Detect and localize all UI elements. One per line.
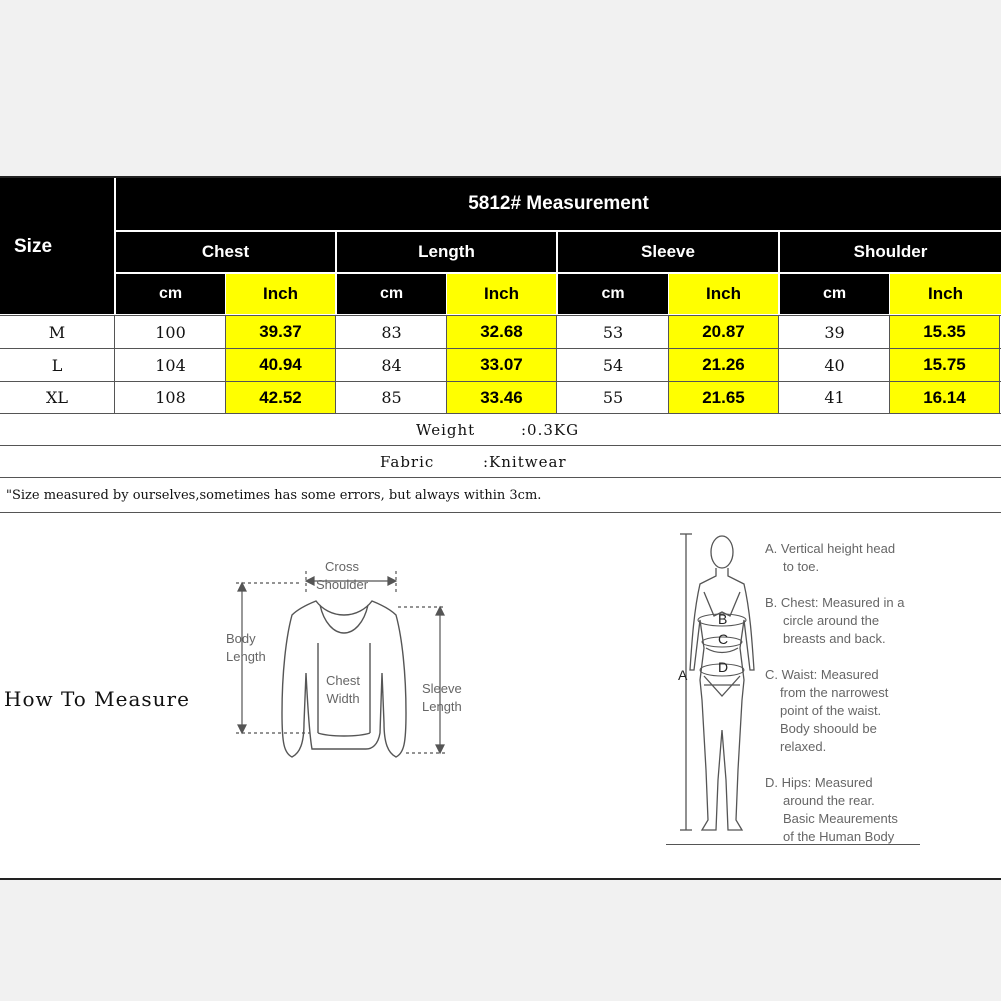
table-row bbox=[0, 316, 1001, 348]
unit-inch bbox=[226, 274, 335, 314]
size-cell: XL bbox=[45, 388, 68, 407]
weight-row bbox=[0, 414, 1001, 445]
value-cell-inch: 33.46 bbox=[447, 382, 556, 413]
note-line: breasts and back. bbox=[783, 631, 886, 646]
value-cell-inch: 32.68 bbox=[447, 316, 556, 348]
col-chest bbox=[116, 232, 335, 272]
grid-line bbox=[225, 315, 226, 413]
col-length-label: Length bbox=[418, 242, 475, 261]
note-line: D. Hips: Measured bbox=[765, 775, 873, 790]
note-row bbox=[0, 478, 1001, 512]
value-cell: 83 bbox=[381, 322, 402, 342]
label-line: Shoulder bbox=[316, 577, 369, 592]
value-cell-inch: 42.52 bbox=[226, 382, 335, 413]
note-line: C. Waist: Measured bbox=[765, 667, 879, 682]
grid-line bbox=[889, 315, 890, 413]
unit-cm bbox=[116, 274, 225, 314]
size-cell: L bbox=[51, 355, 63, 375]
table-row bbox=[0, 349, 1001, 381]
value-cell: 39 bbox=[824, 322, 845, 342]
body-note bbox=[765, 540, 895, 576]
value-cell: 54 bbox=[602, 355, 624, 375]
grid-line bbox=[446, 315, 447, 413]
col-chest-label: Chest bbox=[201, 242, 250, 261]
value-cell-inch: 15.35 bbox=[890, 316, 999, 348]
note-line: around the rear. bbox=[783, 793, 875, 808]
col-shoulder-label: Shoulder bbox=[853, 242, 928, 261]
col-sleeve bbox=[558, 232, 778, 272]
value-cell-inch: 33.07 bbox=[447, 349, 556, 381]
grid-line bbox=[556, 315, 557, 413]
grid-line bbox=[999, 315, 1000, 413]
table-title bbox=[116, 178, 1001, 230]
note-line: Basic Meaurements bbox=[783, 811, 898, 826]
unit-inch-text: Inch bbox=[706, 284, 741, 303]
value-cell: 85 bbox=[381, 388, 402, 407]
human-body-diagram bbox=[660, 530, 760, 852]
fabric-row bbox=[0, 446, 1001, 477]
unit-inch bbox=[890, 274, 1001, 314]
body-note bbox=[765, 774, 898, 846]
table-row bbox=[0, 382, 1001, 413]
note-text: "Size measured by ourselves,sometimes has some errors, but always within 3cm. bbox=[6, 487, 542, 503]
grid-line bbox=[0, 348, 1001, 349]
size-header bbox=[0, 178, 114, 314]
size-cell: M bbox=[48, 322, 66, 342]
unit-cm-text: cm bbox=[158, 285, 183, 302]
size-header-label: Size bbox=[14, 236, 53, 257]
fabric-value: :Knitwear bbox=[483, 452, 567, 471]
body-marker-b: B bbox=[718, 611, 728, 627]
note-line: A. Vertical height head bbox=[765, 541, 896, 556]
value-cell: 55 bbox=[602, 388, 624, 407]
unit-cm-text: cm bbox=[601, 285, 625, 302]
note-line: point of the waist. bbox=[780, 703, 882, 718]
value-cell: 100 bbox=[155, 322, 186, 342]
value-cell: 84 bbox=[381, 355, 402, 375]
unit-cm bbox=[780, 274, 889, 314]
col-shoulder bbox=[780, 232, 1001, 272]
grid-line bbox=[0, 512, 1001, 513]
unit-cm-text: cm bbox=[822, 285, 847, 302]
label-line: Length bbox=[226, 649, 266, 664]
unit-inch bbox=[669, 274, 778, 314]
value-cell: 41 bbox=[824, 388, 845, 407]
garment-label-chest-width bbox=[326, 672, 360, 708]
weight-label: Weight bbox=[416, 420, 476, 439]
note-line: to toe. bbox=[783, 559, 820, 574]
value-cell-inch: 21.65 bbox=[669, 382, 778, 413]
label-line: Sleeve bbox=[422, 681, 462, 696]
label-line: Width bbox=[326, 691, 360, 706]
size-chart bbox=[0, 176, 1001, 880]
grid-line bbox=[778, 315, 779, 413]
unit-inch bbox=[447, 274, 556, 314]
value-cell-inch: 20.87 bbox=[669, 316, 778, 348]
body-note bbox=[765, 594, 904, 648]
body-marker-a: A bbox=[678, 667, 688, 683]
body-marker-d: D bbox=[718, 659, 729, 675]
col-sleeve-label: Sleeve bbox=[641, 242, 695, 261]
body-diagram-baseline bbox=[666, 844, 920, 845]
how-to-measure-title: How To Measure bbox=[4, 687, 190, 711]
grid-line bbox=[0, 381, 1001, 382]
unit-cm bbox=[337, 274, 446, 314]
note-line: circle around the bbox=[783, 613, 880, 628]
body-note bbox=[765, 666, 888, 756]
value-cell: 53 bbox=[602, 322, 624, 342]
note-line: of the Human Body bbox=[783, 829, 895, 844]
note-line: Body shoould be bbox=[780, 721, 877, 736]
value-cell-inch: 39.37 bbox=[226, 316, 335, 348]
value-cell: 108 bbox=[155, 388, 186, 407]
fabric-label: Fabric bbox=[380, 452, 435, 471]
value-cell-inch: 16.14 bbox=[890, 382, 999, 413]
grid-line bbox=[114, 315, 115, 413]
label-line: Length bbox=[422, 699, 462, 714]
label-line: Body bbox=[226, 631, 256, 646]
grid-line bbox=[668, 315, 669, 413]
garment-label-body-length bbox=[226, 630, 266, 666]
note-line: from the narrowest bbox=[780, 685, 889, 700]
label-line: Cross bbox=[325, 559, 359, 574]
value-cell: 104 bbox=[155, 355, 186, 375]
garment-label-cross-shoulder bbox=[316, 558, 368, 594]
unit-inch-text: Inch bbox=[928, 284, 963, 303]
value-cell-inch: 15.75 bbox=[890, 349, 999, 381]
garment-label-sleeve-length bbox=[422, 680, 462, 716]
value-cell-inch: 40.94 bbox=[226, 349, 335, 381]
unit-inch-text: Inch bbox=[484, 284, 519, 303]
note-line: B. Chest: Measured in a bbox=[765, 595, 905, 610]
value-cell: 40 bbox=[824, 355, 845, 375]
note-line: relaxed. bbox=[780, 739, 827, 754]
value-cell-inch: 21.26 bbox=[669, 349, 778, 381]
grid-line bbox=[0, 315, 1001, 316]
weight-value: :0.3KG bbox=[521, 420, 580, 439]
grid-line bbox=[335, 315, 336, 413]
body-marker-c: C bbox=[718, 631, 729, 647]
unit-cm-text: cm bbox=[379, 285, 404, 302]
table-title-text: 5812# Measurement bbox=[468, 193, 649, 214]
col-length bbox=[337, 232, 556, 272]
unit-inch-text: Inch bbox=[263, 284, 298, 303]
label-line: Chest bbox=[326, 673, 360, 688]
unit-cm bbox=[558, 274, 668, 314]
